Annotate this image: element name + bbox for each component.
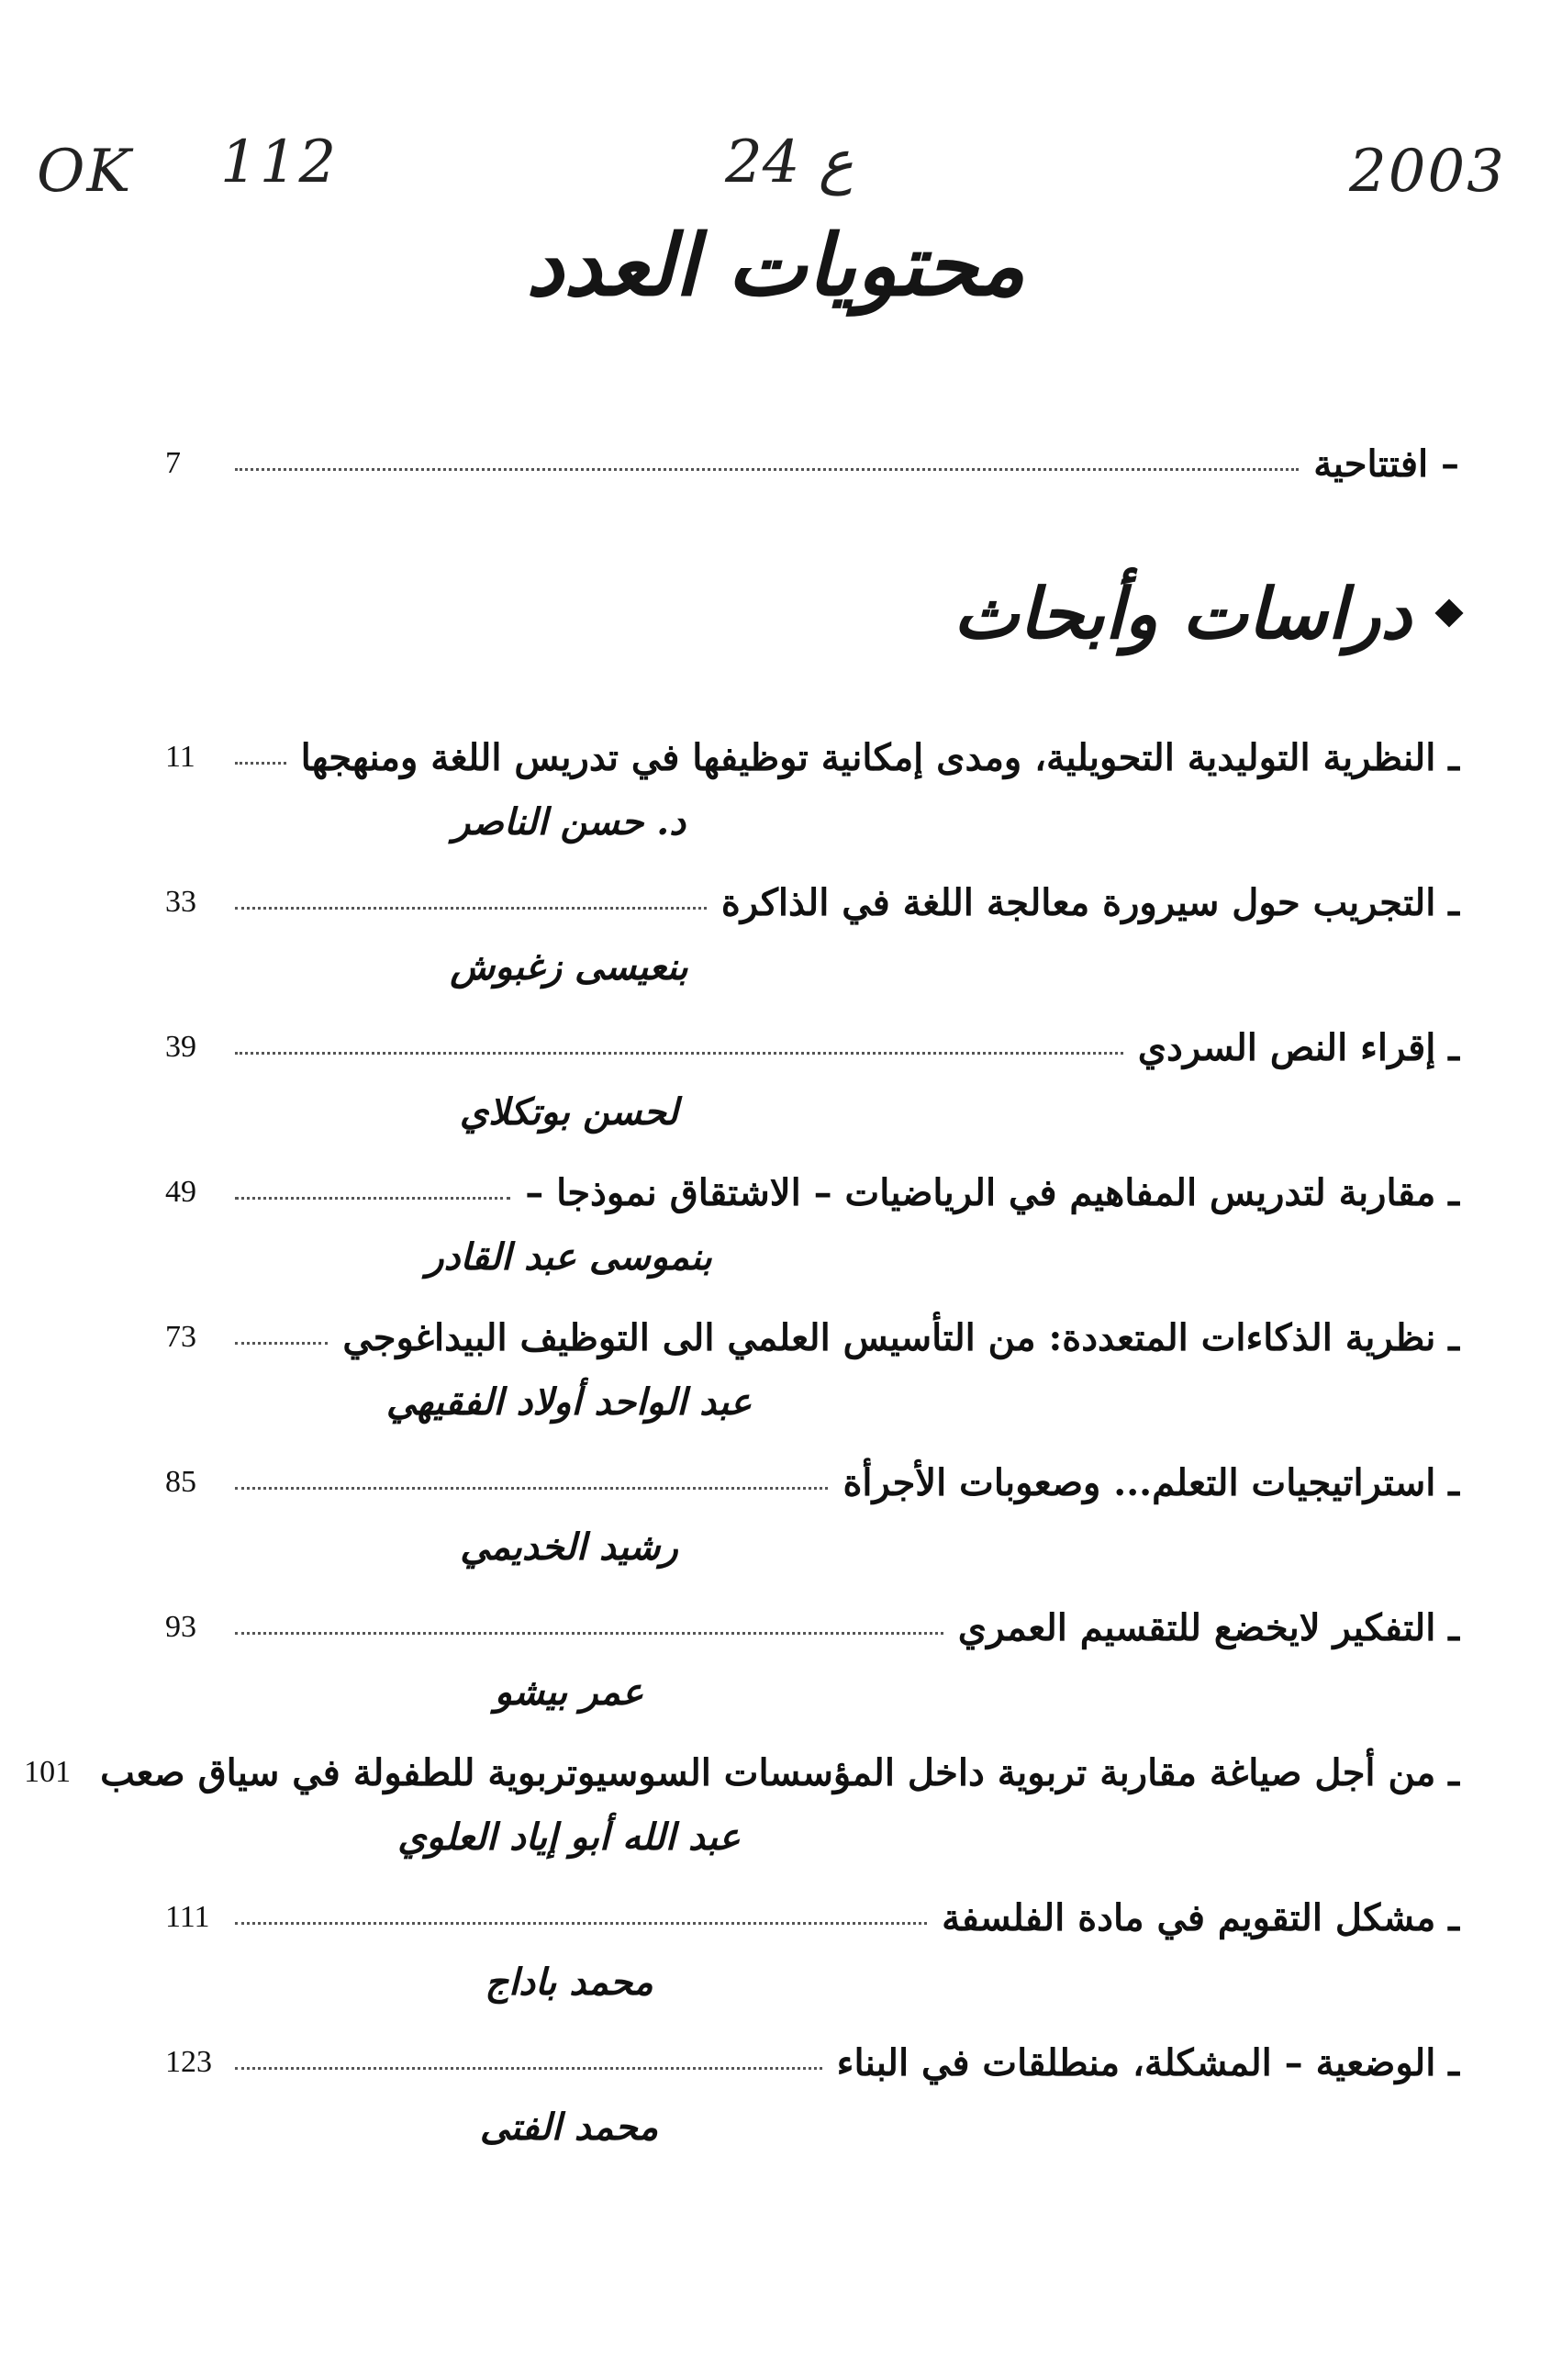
toc-entry-title: – افتتاحية bbox=[1313, 441, 1459, 486]
toc-entry bbox=[165, 1015, 1459, 1079]
handwritten-year: 2003 bbox=[1349, 138, 1506, 206]
handwritten-issue: 24 ع bbox=[725, 128, 854, 196]
toc-entry bbox=[24, 1740, 1459, 1805]
toc-author: بنعيسى زغبوش bbox=[450, 945, 688, 989]
toc-entry-title: ـ من أجل صياغة مقاربة تربوية داخل المؤسسات السوسيوتربوية للطفولة في سياق صعب bbox=[100, 1750, 1459, 1794]
toc-author: محمد الفتى bbox=[479, 2106, 659, 2149]
toc-page-number: 101 bbox=[24, 1755, 72, 1789]
toc-entry-title: ـ الوضعية – المشكلة، منطلقات في البناء bbox=[836, 2040, 1459, 2084]
dot-leader bbox=[235, 1487, 828, 1490]
handwritten-ok: OK bbox=[37, 138, 133, 206]
section-label: دراسات وأبحاث bbox=[953, 572, 1412, 654]
toc-author: محمد باداج bbox=[485, 1961, 653, 2004]
toc-entry-title: ـ التفكير لايخضع للتقسيم العمري bbox=[957, 1605, 1459, 1649]
toc-page-number: 123 bbox=[165, 2045, 212, 2079]
dot-leader bbox=[235, 762, 286, 765]
dot-leader bbox=[235, 1632, 943, 1635]
toc-entry-title: ـ مشكل التقويم في مادة الفلسفة bbox=[942, 1895, 1459, 1939]
toc-page-number: 85 bbox=[165, 1465, 196, 1499]
toc-entry-title: ـ النظرية التوليدية التحويلية، ومدى إمكانية توظيفها في تدريس اللغة ومنهجها bbox=[300, 735, 1459, 779]
toc-entry-title: ـ استراتيجيات التعلم... وصعوبات الأجرأة bbox=[842, 1460, 1459, 1504]
toc-page-number: 93 bbox=[165, 1610, 196, 1644]
dot-leader bbox=[235, 2067, 822, 2070]
toc-entry bbox=[165, 2030, 1459, 2095]
dot-leader bbox=[235, 1922, 927, 1925]
toc-author: لحسن بوتكلاي bbox=[459, 1090, 679, 1134]
toc-author: بنموسى عبد القادر bbox=[426, 1235, 712, 1279]
dot-leader bbox=[235, 1197, 510, 1200]
toc-entry-title: ـ إقراء النص السردي bbox=[1137, 1025, 1459, 1069]
section-heading bbox=[954, 567, 1459, 659]
toc-page-number: 7 bbox=[165, 446, 181, 480]
dot-leader bbox=[235, 1342, 328, 1345]
toc-entry bbox=[165, 1450, 1459, 1514]
toc-entry bbox=[165, 1305, 1459, 1369]
toc-entry-title: ـ نظرية الذكاءات المتعددة: من التأسيس العلمي الى التوظيف البيداغوجي bbox=[342, 1315, 1459, 1359]
toc-entry bbox=[165, 725, 1459, 789]
diamond-icon bbox=[1434, 598, 1463, 627]
toc-entry bbox=[165, 1160, 1459, 1224]
dot-leader bbox=[235, 468, 1299, 471]
toc-page-number: 11 bbox=[165, 740, 195, 774]
toc-page-number: 39 bbox=[165, 1030, 196, 1064]
toc-author: عمر بيشو bbox=[494, 1670, 644, 1714]
toc-entry-title: ـ مقاربة لتدريس المفاهيم في الرياضيات – الاشتقاق نموذجا – bbox=[525, 1170, 1459, 1214]
toc-intro-row bbox=[165, 431, 1459, 496]
dot-leader bbox=[235, 907, 707, 910]
toc-page-number: 33 bbox=[165, 885, 196, 919]
dot-leader bbox=[235, 1052, 1123, 1055]
toc-page-number: 111 bbox=[165, 1900, 210, 1934]
toc-entry-title: ـ التجريب حول سيرورة معالجة اللغة في الذاكرة bbox=[720, 880, 1459, 924]
toc-entry bbox=[165, 870, 1459, 934]
toc-author: رشيد الخديمي bbox=[460, 1525, 678, 1569]
handwritten-number: 112 bbox=[220, 128, 339, 196]
page-title: محتويات العدد bbox=[526, 216, 1025, 315]
toc-page-number: 49 bbox=[165, 1175, 196, 1209]
toc-entry bbox=[165, 1595, 1459, 1659]
toc-entry bbox=[165, 1885, 1459, 1950]
toc-page-number: 73 bbox=[165, 1320, 196, 1354]
toc-author: عبد الله أبو إياد العلوي bbox=[397, 1816, 741, 1859]
toc-author: عبد الواحد أولاد الفقيهي bbox=[385, 1380, 753, 1424]
toc-author: د. حسن الناصر bbox=[452, 800, 686, 844]
